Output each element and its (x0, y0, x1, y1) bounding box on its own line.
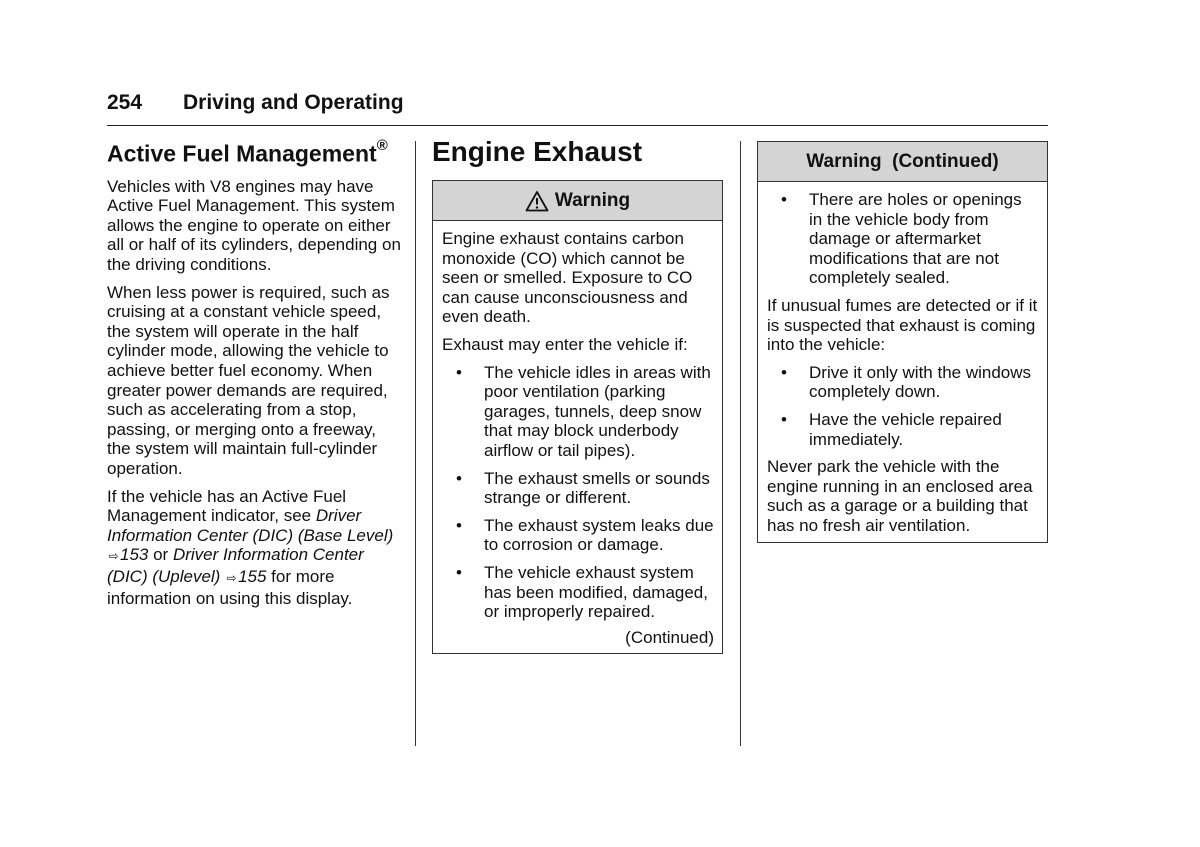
page-header (107, 89, 1048, 126)
bullet-icon: • (781, 362, 787, 382)
dic-base-link[interactable]: Driver Information Center (DIC) (Base Level) (107, 506, 394, 545)
list-item: • There are holes or openings in the vehicle body from damage or aftermarket modifications that are not completely sealed. (767, 190, 1039, 288)
bullet-icon: • (456, 468, 462, 488)
warning-body (758, 182, 1047, 542)
warning-paragraph: Never park the vehicle with the engine running in an enclosed area such as a garage or a building that has no fresh air ventilation. (767, 457, 1033, 535)
engine-exhaust-heading: Engine Exhaust (432, 136, 643, 167)
page-number: 254 (107, 91, 143, 114)
continued-note: (Continued) (625, 627, 714, 647)
bullet-icon: • (456, 562, 462, 582)
page-ref-arrow-icon: ⇨ (226, 570, 237, 585)
page-ref[interactable]: 153 (120, 545, 149, 565)
afm-paragraph: If the vehicle has an Active Fuel Management indicator, see Driver Information Center (DIC) (Base Level) ⇨153 or Driver Information Center (DIC) (Uplevel) ⇨155 for more information on using this display. (107, 486, 394, 608)
afm-section (107, 134, 403, 616)
page-ref[interactable]: 155 (238, 566, 267, 586)
page-ref-arrow-icon: ⇨ (108, 549, 119, 564)
list-item: • Drive it only with the windows completely down. (767, 363, 1039, 402)
section-title: Driving and Operating (183, 91, 404, 114)
column-divider (415, 141, 416, 746)
warning-paragraph: If unusual fumes are detected or if it is suspected that exhaust is coming into the vehicle: (767, 295, 1038, 355)
afm-heading: Active Fuel Management® (107, 137, 388, 167)
bullet-icon: • (456, 515, 462, 535)
warning-header (433, 181, 722, 221)
list-item: • The vehicle exhaust system has been modified, damaged, or improperly repaired. (442, 563, 714, 622)
dic-uplevel-link[interactable]: Driver Information Center (DIC) (Uplevel) (107, 545, 364, 586)
column-divider (740, 141, 741, 746)
list-item: • The exhaust system leaks due to corrosion or damage. (442, 516, 714, 555)
registered-mark: ® (376, 137, 388, 154)
list-item: • The vehicle idles in areas with poor ventilation (parking garages, tunnels, deep snow that may block underbody airflow or tail pipes). (442, 363, 714, 461)
afm-paragraph: When less power is required, such as cruising at a constant vehicle speed, the system will operate in the half cylinder mode, allowing the vehicle to achieve better fuel economy. When greater power demands are required, such as accelerating from a stop, passing, or merging onto a freeway, the system will maintain full-cylinder operation. (107, 282, 390, 478)
bullet-icon: • (781, 409, 787, 429)
list-item: • Have the vehicle repaired immediately. (767, 410, 1039, 449)
warning-label: Warning (554, 189, 631, 211)
warning-box (757, 141, 1048, 543)
warning-body (433, 221, 722, 653)
warning-continued-section (757, 141, 1048, 543)
afm-paragraph: Vehicles with V8 engines may have Active Fuel Management. This system allows the engine to operate on either all or half of its cylinders, depending on the driving conditions. (107, 176, 401, 275)
list-item: • The exhaust smells or sounds strange or different. (442, 469, 714, 508)
warning-triangle-icon (525, 190, 549, 212)
warning-box (432, 180, 723, 654)
warning-paragraph: Exhaust may enter the vehicle if: (442, 334, 688, 354)
warning-header: Warning (Continued) (758, 142, 1047, 182)
engine-exhaust-section (432, 134, 723, 654)
bullet-icon: • (781, 190, 787, 209)
bullet-icon: • (456, 362, 462, 382)
warning-paragraph: Engine exhaust contains carbon monoxide (CO) which cannot be seen or smelled. Exposure to CO can cause unconsciousness and even death. (442, 229, 693, 327)
